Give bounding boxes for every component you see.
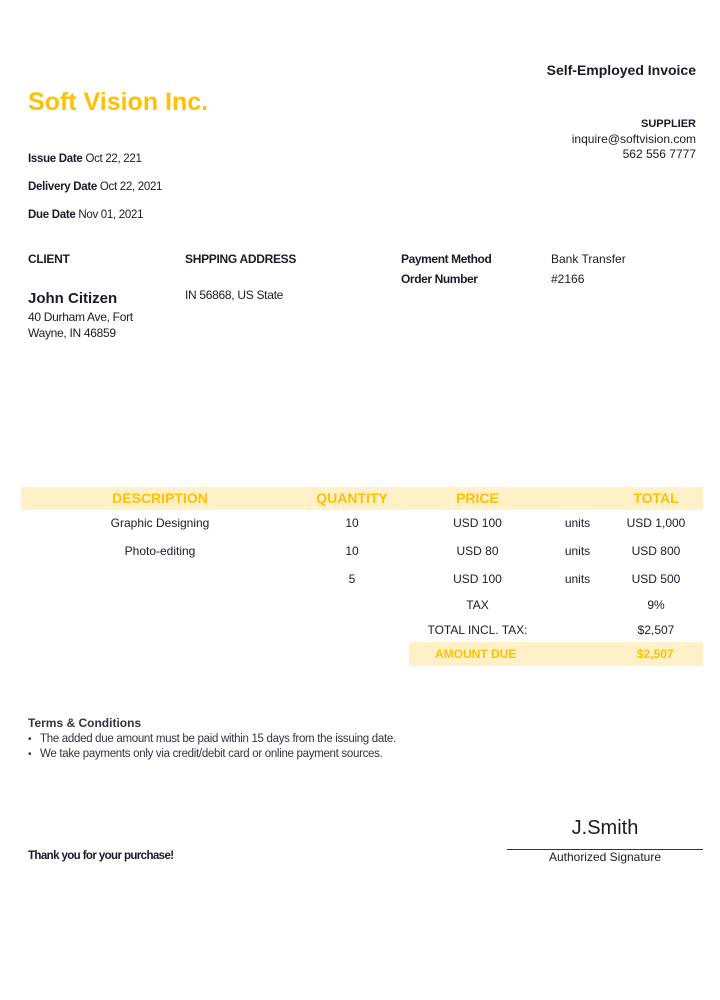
client-name: John Citizen [28,290,118,307]
table-row [0,572,720,592]
due-date [28,209,143,221]
terms-item: • The added due amount must be paid within 15 days from the issuing date. [28,732,396,747]
shipping-heading: SHPPING ADDRESS [185,252,297,266]
row-price: USD 100 [453,516,502,530]
header-price: PRICE [456,490,499,506]
terms-title: Terms & Conditions [28,716,142,730]
row-unit: units [564,544,591,558]
payment-method-value: Bank Transfer [551,252,626,266]
delivery-date-label: Delivery Date [28,181,97,193]
row-price: USD 100 [453,572,502,586]
supplier-email: inquire@softvision.com [571,132,696,146]
due-date-label: Due Date [28,209,76,221]
row-total: USD 500 [631,572,681,586]
row-price: USD 80 [456,544,499,558]
row-description: Photo-editing [124,544,196,558]
supplier-phone: 562 556 7777 [622,147,696,161]
header-quantity: QUANTITY [316,490,388,506]
tax-row [0,598,720,618]
row-total: USD 1,000 [626,516,686,530]
issue-date [28,153,142,165]
delivery-date-value: Oct 22, 2021 [99,181,163,193]
items-table-header [21,487,703,510]
amount-due-label: AMOUNT DUE [435,647,517,661]
payment-method-label: Payment Method [401,252,492,266]
order-number-value: #2166 [551,272,585,286]
terms-item: • We take payments only via credit/debit card or online payment sources. [28,747,396,762]
client-address: 40 Durham Ave, Fort Wayne, IN 46859 [28,310,133,340]
row-quantity: 5 [348,572,356,586]
issue-date-label: Issue Date [28,153,83,165]
row-description: Graphic Designing [110,516,210,530]
tax-label: TAX [466,598,489,612]
total-row [0,623,720,643]
signature-label: Authorized Signature [548,850,662,864]
total-label: TOTAL INCL. TAX: [427,623,528,637]
row-quantity: 10 [345,516,359,530]
header-description: DESCRIPTION [112,490,208,506]
supplier-block [572,117,696,162]
order-number-label: Order Number [401,272,478,286]
amount-due-value: $2,507 [637,647,674,661]
row-unit: units [564,516,591,530]
table-row [0,516,720,536]
due-date-value: Nov 01, 2021 [78,209,144,221]
document-type-title: Self-Employed Invoice [546,62,696,78]
header-total: TOTAL [633,490,679,506]
company-name: Soft Vision Inc. [28,88,209,116]
shipping-address: IN 56868, US State [185,288,283,302]
terms-list [28,732,396,762]
tax-value: 9% [647,598,665,612]
row-total: USD 800 [631,544,681,558]
signature-name: J.Smith [571,817,639,839]
row-quantity: 10 [345,544,359,558]
issue-date-value: Oct 22, 221 [85,153,142,165]
thank-you-note: Thank you for your purchase! [28,850,174,862]
delivery-date [28,181,162,193]
row-unit: units [564,572,591,586]
total-value: $2,507 [637,623,675,637]
table-row [0,544,720,564]
client-heading: CLIENT [28,252,70,266]
amount-due-row [409,642,703,666]
supplier-label: SUPPLIER [640,118,696,130]
